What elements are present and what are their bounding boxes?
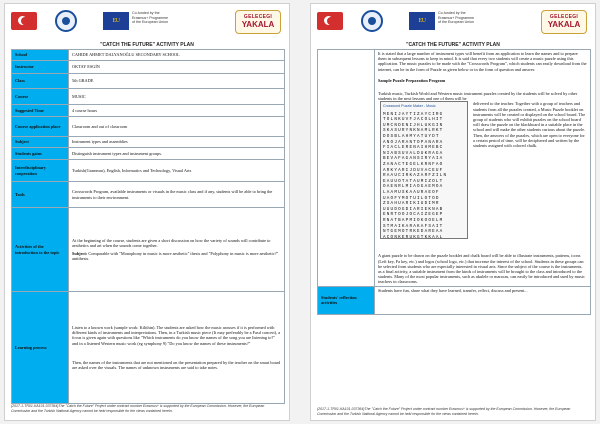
row-value: Instrument types and assemblies: [69, 137, 285, 148]
row-value: Distinguish instrument types and instrument groups.: [69, 148, 285, 160]
row-label: Subject: [12, 137, 69, 148]
eu-cofunded-text: Co-funded by the Erasmus+ Programme of the European Union: [132, 11, 169, 25]
table-row: [318, 50, 591, 287]
puzzle-grid-row: ENRTOOJOCAIZEGEP: [383, 212, 444, 218]
page-title: "CATCH THE FUTURE" ACTIVITY PLAN: [100, 42, 194, 48]
puzzle-grid-row: UUUDOGDIARIEKNAB: [383, 206, 444, 212]
footer-disclaimer: (2017-1-TR01-KA101-037364)The "Catch the Future" Project under contract number Erasmus+ is supported by the European Commission. However, the European Commission and the Turkish National Agency cannot be held responsible for the views contained herein.: [317, 407, 571, 416]
puzzle-grid-row: NIABSUVALDUKRAGA: [383, 150, 444, 156]
row-label: Instructor: [12, 61, 69, 74]
puzzle-grid-row: MENIJAYTIZAYCIRG: [383, 111, 444, 117]
row-value: Listen to a known work (sample work: Kilithin). The students are asked how the music arouses if it is performed with different kinds of instruments and interpretations. Then, in a Turkish music piece (It may preferably be a Fasıl concert), a focus is given again with questions like "Which instruments do you know the names of the song you are listening to?" and in a listened Western music work (eg symphony 9) "Do you know the names of these instruments?" Then, the names of the instruments that are not mentioned on the presentation prepared by the teacher on the smart board are asked over the visuals. The names of unknown instruments are said to take notes.: [69, 292, 285, 404]
page-title: "CATCH THE FUTURE" ACTIVITY PLAN: [406, 42, 500, 48]
footer-disclaimer: (2017-1-TR01-KA101-037364)The "Catch the Future" Project under contract number Erasmus+ is supported by the European Commission. However, the European Commission and the Turkish National Agency cannot be held responsible for the views contained herein.: [11, 404, 265, 413]
row-label: Students gains: [12, 148, 69, 160]
puzzle-grid-row: UMCNDENIJHLUKGIN: [383, 122, 444, 128]
puzzle-grid-row: UAOFYMOTUILOTOD: [383, 195, 440, 201]
eu-flag-logo: EU: [409, 12, 435, 30]
puzzle-grid-row: RNATBAPMIOKOOELM: [383, 217, 444, 223]
table-row: [318, 286, 591, 314]
row-label: Students' reflection activities: [318, 286, 375, 314]
puzzle-grid-row: RAAUCIRKAZARFZILN: [383, 173, 448, 179]
page-header: [11, 10, 283, 40]
row-label: Interdisciplinary cooperation: [12, 160, 69, 182]
table-row: [12, 137, 285, 148]
puzzle-grid-row: TOLNKUVFJACOLHIT: [383, 117, 444, 123]
table-row: [12, 208, 285, 292]
table-row: [12, 182, 285, 208]
table-row: [12, 105, 285, 117]
school-logo: [361, 10, 383, 32]
eu-flag-logo: EU: [103, 12, 129, 30]
puzzle-grid-row: LAAMUSKAAURAEOF: [383, 189, 440, 195]
row-value: At the beginning of the course, students are given a short discussion on how the variety of sounds will contribute to aesthetics and art when the sounds come together. Subject: Comparable with "Monophony in music is more aesthetic" thesis and "Polyphony in music is more aesthetic?" antithesis.: [69, 208, 285, 292]
puzzle-grid-row: BEVAFAGANSIRYAIA: [383, 156, 444, 162]
row-label: Course application place: [12, 117, 69, 137]
eu-cofunded-text: Co-funded by the Erasmus+ Programme of the European Union: [438, 11, 475, 25]
row-value: CAHIDE AHMET DALYANOĞLU SECONDARY SCHOOL: [69, 50, 285, 61]
table-row: [12, 89, 285, 105]
puzzle-grid-row: NTGEMOTRKEDAREAA: [383, 229, 444, 235]
puzzle-grid-row: EAUUOTATAUMIZOLT: [383, 178, 444, 184]
row-value: OKTAY ESGİN: [69, 61, 285, 74]
puzzle-side-text: delivered to the teacher. Together with a group of teachers and students from all the puzzles created, a Music Puzzle booklet on instruments will be created or displayed on the school board. The group of students who will exhibit puzzles on the school board will draw the puzzle on the blackboard in a suitable place in the school and will make the other students curious about the puzzle. Then, the answers of the puzzles, which are open to everyone for a certain period of time, will be deciphered and written by the students assigned with colored chalk.: [473, 101, 586, 149]
project-logo: GELECEGI YAKALA: [235, 10, 281, 34]
puzzle-grid-row: FIACLERENAIHMEBC: [383, 145, 444, 151]
row-label: Class: [12, 74, 69, 89]
puzzle-grid-row: DOSBLAHMYATUYDT: [383, 134, 440, 139]
table-row: [12, 61, 285, 74]
sample-heading: Sample Puzzle Preparation Program: [378, 77, 446, 83]
puzzle-grid-row: STMAIKARAKAFSAIT: [383, 223, 444, 229]
page-header: [317, 10, 589, 40]
crossword-puzzle-image: Crossword Puzzle Maker - Music MENIJAYTIZAYCIRG TOLNKUVFJACOLHIT UMCNDENIJHLUKGIN SKASURYNKNAMLRKT DOSBLAHMYATUYDT ANOJARANTOPANARA FIACLERENAIHMEBC NIABSUVALDUKRAGA BEVAFAGANSIRYAIA ZANACTEGELKRNFAO ARKYARIJDUVACEUF RAAUCIRKAZARFZILN EAUUOTATAUMIZOLT OAENRLMIAOGAEMOA LAAMUSKAAURAEOF UAOFYMOTUILOTOD ZSAHUARIKIUDIMR UUUDOGDIARIEKNAB ENRTOOJOCAIZEGEP RNATBAPMIOKOOELM STMAIKARAKAFSAIT NTGEMOTRKEDAREAA ACONKERUKGTKKAAL: [380, 101, 468, 239]
table-row: [12, 117, 285, 137]
puzzle-grid-row: ZANACTEGELKRNFAO: [383, 161, 444, 167]
puzzle-grid-row: ZSAHUARIKIUDIMR: [383, 201, 440, 207]
puzzle-grid-row: OAENRLMIAOGAEMOA: [383, 184, 444, 190]
activity-plan-table: [11, 49, 285, 404]
project-logo: GELECEGI YAKALA: [541, 10, 587, 34]
row-label: [318, 50, 375, 287]
row-value: MUSIC: [69, 89, 285, 105]
puzzle-grid-row: ANOJARANTOPANARA: [383, 139, 444, 145]
page-left: [4, 3, 290, 421]
turkish-flag-logo: [11, 12, 37, 30]
table-row: [12, 74, 285, 89]
row-label: Course: [12, 89, 69, 105]
row-value: Crosswords Program, available instruments or visuals in the music class and if any, students will be able to bring the instruments to their environment.: [69, 182, 285, 208]
table-row: [12, 292, 285, 404]
row-label: Suggested Time: [12, 105, 69, 117]
row-label: School: [12, 50, 69, 61]
puzzle-grid-row: ACONKERUKGTKKAAL: [383, 234, 444, 240]
row-value: 4 course hours: [69, 105, 285, 117]
row-value: Turkish(Grammar), English, Informatics and Technology, Visual Arts: [69, 160, 285, 182]
page-right: [310, 3, 596, 421]
table-row: [12, 148, 285, 160]
table-row: [12, 160, 285, 182]
row-label: Activities of the introduction to the topic: [12, 208, 69, 292]
puzzle-section: [378, 101, 587, 241]
puzzle-grid: [383, 112, 465, 241]
row-value: Students have fun, share what they have learned, transfer, reflect, discuss and present...: [375, 286, 591, 314]
row-value: 5th GRADE: [69, 74, 285, 89]
puzzle-grid-row: SKASURYNKNAMLRKT: [383, 128, 444, 134]
school-logo: [55, 10, 77, 32]
row-value: Classroom and out of classroom: [69, 117, 285, 137]
row-value: It is stated that a large number of instrument types will benefit from an application to learn the names and to prepare them in subsequent lessons to keep in mind. It is said that every two students will create a music puzzle using this application. The music puzzles to be made with the "Crosswords Program", which students can easily download from the internet, can be in the form of Puzzle as given below or in the form of question and answer. Sample Puzzle Preparation Program Turkish music, Turkish World and Western music instrument puzzles created by the students will be solved by other students in the next lessons and one of them will be Crossword Puzzle Maker - Music MENIJAYTIZAYCIRG TOLNKUVFJACOLHIT UMCNDENIJHLUKGIN SKASURYNKNAMLRKT DOSBLAHMYATUYDT ANOJARANTOPANARA FIACLERENAIHMEBC NIABSUVALDUKRAGA BEVAFAGANSIRYAIA ZANACTEGELKRNFAO ARKYARIJDUVACEUF RAAUCIRKAZARFZILN EAUUOTATAUMIZOLT OAENRLMIAOGAEMOA LAAMUSKAAURAEOF UAOFYMOTUILOTOD ZSAHUARIKIUDIMR UUUDOGDIARIEKNAB ENRTOOJOCAIZEGEP RNATBAPMIOKOOELM STMAIKARAKAFSAIT NTGEMOTRKEDAREAA ACONKERUKGTKKAAL delivered to the teacher. Together with a group of teachers and students from all the puzzles created, a Music Puzzle booklet on instruments will be created or displayed on the school board. The group of students who will exhibit puzzles on the school board will draw the puzzle on the blackboard in a suitable place in the school and will make the other students curious about the puzzle. Then, the answers of the puzzles, which are open to everyone for a certain period of time, will be deciphered and written by the students assigned with colored chalk. A giant puzzle to be drawn on the puzzle booklet and chalk board will be able to illustrate instruments, patterns, icons (Left key, Fa key, etc.) and logos (school logo, etc.) that increase the interest of the school. Students in these groups can be selected from students who are especially interested in visual arts. Since the subject of the course is the instruments, as a final activity, a suitable instrument from the kinds of instruments will be brought to the class and introduced to the students. Many of the most popular instruments, such as ukulele or maracas, can easily be introduced and used by music teachers in classrooms.: [375, 50, 591, 287]
row-label: Tools: [12, 182, 69, 208]
activity-plan-table-continued: [317, 49, 591, 315]
puzzle-grid-row: ARKYARIJDUVACEUF: [383, 167, 444, 173]
row-label: Learning process: [12, 292, 69, 404]
table-row: [12, 50, 285, 61]
turkish-flag-logo: [317, 12, 343, 30]
